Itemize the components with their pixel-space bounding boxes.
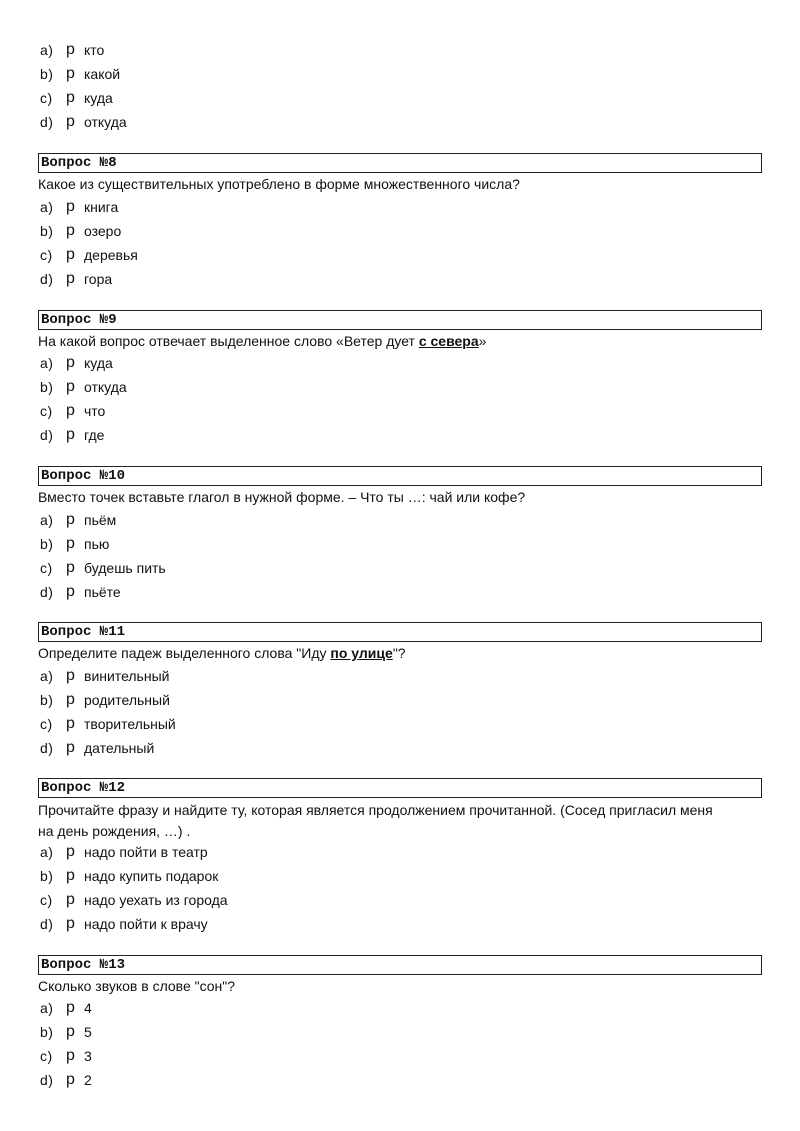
option-q8-b[interactable] <box>40 221 121 241</box>
question-text: Сколько звуков в слове "сон"? <box>38 978 236 994</box>
option-label: где <box>84 427 105 443</box>
option-label: откуда <box>84 379 127 395</box>
question-title: Вопрос №12 <box>41 780 126 796</box>
option-label: дательный <box>84 740 155 756</box>
option-label: озеро <box>84 223 122 239</box>
option-q12-b[interactable] <box>40 866 218 886</box>
option-q11-b[interactable] <box>40 690 170 710</box>
radio-icon[interactable]: р <box>66 559 75 576</box>
radio-icon[interactable]: р <box>66 354 75 371</box>
option-q11-a[interactable] <box>40 666 169 686</box>
radio-icon[interactable]: р <box>66 222 75 239</box>
option-label: творительный <box>84 716 176 732</box>
option-label: надо пойти к врачу <box>84 916 208 932</box>
option-q13-a[interactable] <box>40 998 92 1018</box>
radio-icon[interactable]: р <box>66 915 75 932</box>
radio-icon[interactable]: р <box>66 511 75 528</box>
radio-icon[interactable]: р <box>66 843 75 860</box>
option-q7-b[interactable] <box>40 64 120 84</box>
radio-icon[interactable]: р <box>66 715 75 732</box>
option-label: книга <box>84 199 119 215</box>
option-q11-d[interactable] <box>40 738 154 758</box>
radio-icon[interactable]: р <box>66 270 75 287</box>
option-q8-a[interactable] <box>40 197 118 217</box>
radio-icon[interactable]: р <box>66 65 75 82</box>
option-label: куда <box>84 90 113 106</box>
option-label: гора <box>84 271 113 287</box>
highlighted-phrase: с севера <box>418 333 479 349</box>
radio-icon[interactable]: р <box>66 113 75 130</box>
question-text-part: На какой вопрос отвечает выделенное слово «Ветер дует <box>38 333 419 349</box>
radio-icon[interactable]: р <box>66 739 75 756</box>
question-header <box>38 153 762 173</box>
question-text-line: Прочитайте фразу и найдите ту, которая является продолжением прочитанной. (Сосед пригласил меня <box>38 802 713 818</box>
radio-icon[interactable]: р <box>66 246 75 263</box>
option-q13-b[interactable] <box>40 1022 92 1042</box>
option-letter: d) <box>40 916 54 932</box>
question-text-part: "? <box>392 645 406 661</box>
option-letter: a) <box>40 42 54 58</box>
radio-icon[interactable]: р <box>66 1023 75 1040</box>
question-header <box>38 955 762 975</box>
question-text: Вместо точек вставьте глагол в нужной форме. – Что ты …: чай или кофе? <box>38 489 526 505</box>
option-label: будешь пить <box>84 560 166 576</box>
option-q7-a[interactable] <box>40 40 104 60</box>
option-label: деревья <box>84 247 138 263</box>
option-label: пью <box>84 536 110 552</box>
option-label: надо пойти в театр <box>84 844 208 860</box>
option-letter: b) <box>40 868 54 884</box>
option-letter: a) <box>40 355 54 371</box>
option-letter: c) <box>40 247 53 263</box>
question-header <box>38 310 762 330</box>
radio-icon[interactable]: р <box>66 583 75 600</box>
question-text-part: » <box>478 333 487 349</box>
question-text <box>38 800 762 842</box>
option-letter: d) <box>40 584 54 600</box>
option-letter: a) <box>40 512 54 528</box>
question-text <box>38 331 762 352</box>
option-q10-b[interactable] <box>40 534 109 554</box>
option-letter: b) <box>40 379 54 395</box>
option-letter: a) <box>40 1000 54 1016</box>
option-label: откуда <box>84 114 127 130</box>
option-q12-c[interactable] <box>40 890 228 910</box>
question-header <box>38 466 762 486</box>
option-label: пьёте <box>84 584 121 600</box>
option-label: надо купить подарок <box>84 868 219 884</box>
option-letter: d) <box>40 740 54 756</box>
option-letter: c) <box>40 892 53 908</box>
radio-icon[interactable]: р <box>66 535 75 552</box>
option-letter: b) <box>40 536 54 552</box>
option-q9-d[interactable] <box>40 425 104 445</box>
option-q12-d[interactable] <box>40 914 208 934</box>
option-label: куда <box>84 355 113 371</box>
option-q9-b[interactable] <box>40 377 127 397</box>
radio-icon[interactable]: р <box>66 667 75 684</box>
highlighted-phrase: по улице <box>330 645 393 661</box>
question-title: Вопрос №10 <box>41 468 126 484</box>
radio-icon[interactable]: р <box>66 999 75 1016</box>
radio-icon[interactable]: р <box>66 1071 75 1088</box>
radio-icon[interactable]: р <box>66 198 75 215</box>
question-text-part: Определите падеж выделенного слова "Иду <box>38 645 331 661</box>
option-label: пьём <box>84 512 117 528</box>
question-header <box>38 778 762 798</box>
option-q7-d[interactable] <box>40 112 127 132</box>
question-text-line: на день рождения, …) . <box>38 823 191 839</box>
option-letter: c) <box>40 403 53 419</box>
option-label: что <box>84 403 106 419</box>
radio-icon[interactable]: р <box>66 426 75 443</box>
option-q7-c[interactable] <box>40 88 113 108</box>
radio-icon[interactable]: р <box>66 1047 75 1064</box>
option-q8-d[interactable] <box>40 269 112 289</box>
option-letter: b) <box>40 1024 54 1040</box>
radio-icon[interactable]: р <box>66 691 75 708</box>
option-letter: d) <box>40 271 54 287</box>
radio-icon[interactable]: р <box>66 891 75 908</box>
option-label: 4 <box>84 1000 92 1016</box>
option-letter: d) <box>40 427 54 443</box>
option-letter: a) <box>40 199 54 215</box>
radio-icon[interactable]: р <box>66 867 75 884</box>
option-letter: b) <box>40 692 54 708</box>
question-title: Вопрос №9 <box>41 312 117 328</box>
radio-icon[interactable]: р <box>66 402 75 419</box>
option-q9-c[interactable] <box>40 401 105 421</box>
option-q10-d[interactable] <box>40 582 121 602</box>
option-label: кто <box>84 42 105 58</box>
option-letter: d) <box>40 1072 54 1088</box>
option-letter: d) <box>40 114 54 130</box>
option-label: надо уехать из города <box>84 892 228 908</box>
question-header <box>38 622 762 642</box>
option-letter: a) <box>40 668 54 684</box>
option-q9-a[interactable] <box>40 353 113 373</box>
option-q12-a[interactable] <box>40 842 208 862</box>
option-label: какой <box>84 66 121 82</box>
radio-icon[interactable]: р <box>66 89 75 106</box>
option-q13-d[interactable] <box>40 1070 92 1090</box>
option-label: родительный <box>84 692 170 708</box>
option-letter: c) <box>40 1048 53 1064</box>
option-q13-c[interactable] <box>40 1046 92 1066</box>
option-q11-c[interactable] <box>40 714 176 734</box>
option-q8-c[interactable] <box>40 245 138 265</box>
option-letter: c) <box>40 560 53 576</box>
option-letter: b) <box>40 223 54 239</box>
question-title: Вопрос №13 <box>41 957 126 973</box>
option-q10-a[interactable] <box>40 510 116 530</box>
option-label: винительный <box>84 668 170 684</box>
option-letter: b) <box>40 66 54 82</box>
radio-icon[interactable]: р <box>66 378 75 395</box>
option-letter: c) <box>40 716 53 732</box>
question-text <box>38 643 762 664</box>
option-label: 2 <box>84 1072 92 1088</box>
option-letter: c) <box>40 90 53 106</box>
option-label: 3 <box>84 1048 92 1064</box>
option-q10-c[interactable] <box>40 558 166 578</box>
radio-icon[interactable]: р <box>66 41 75 58</box>
option-letter: a) <box>40 844 54 860</box>
question-title: Вопрос №11 <box>41 624 126 640</box>
question-text: Какое из существительных употреблено в форме множественного числа? <box>38 176 520 192</box>
option-label: 5 <box>84 1024 92 1040</box>
question-title: Вопрос №8 <box>41 155 117 171</box>
